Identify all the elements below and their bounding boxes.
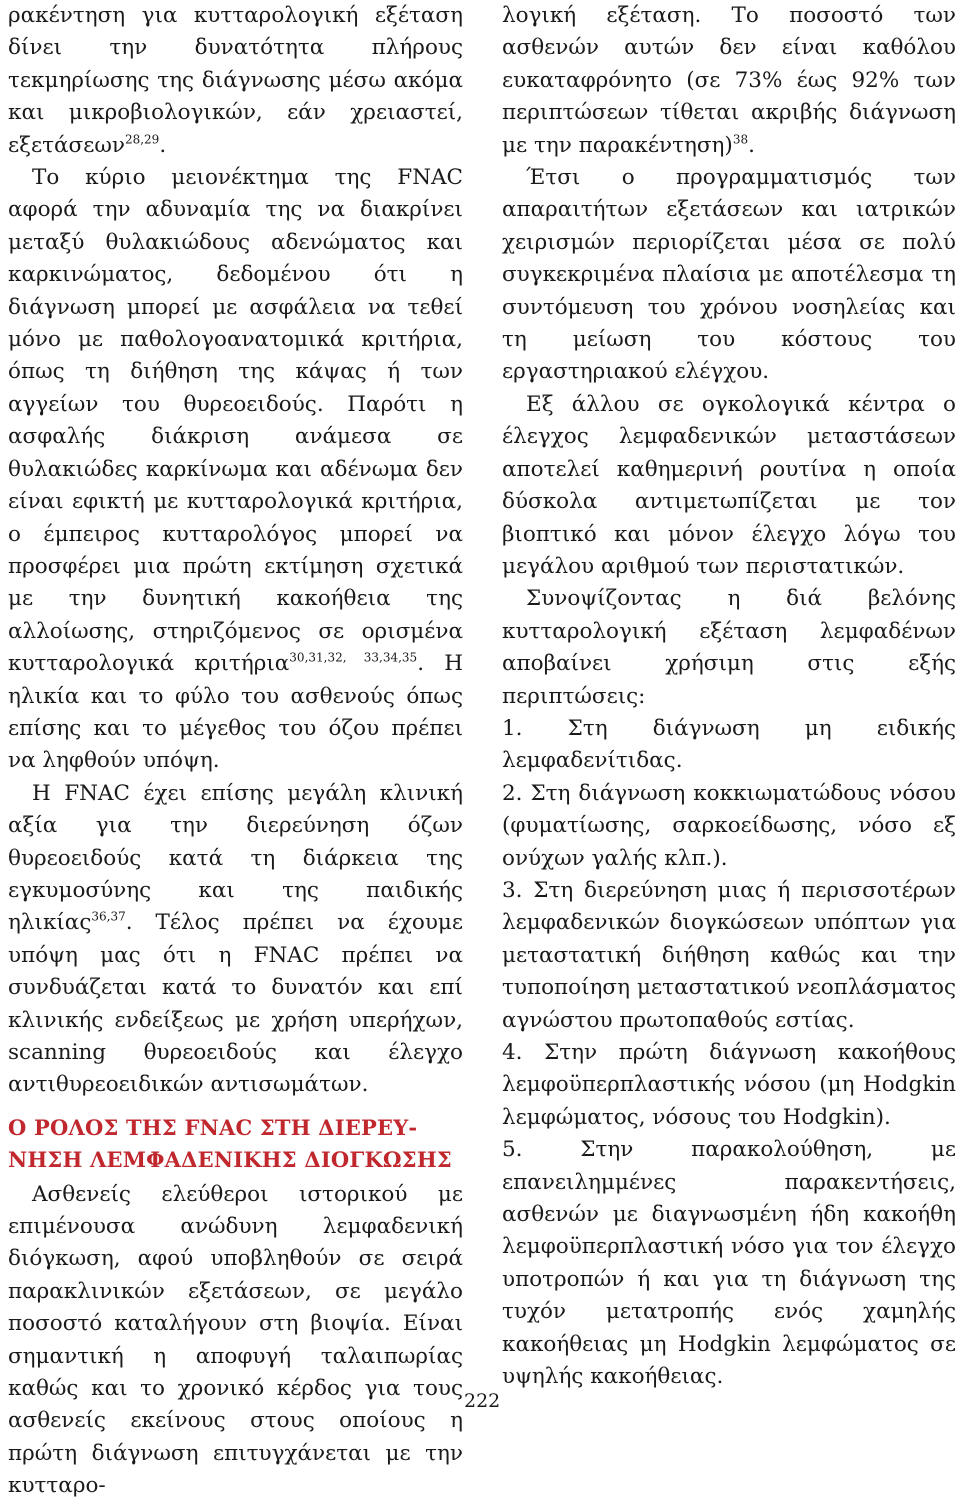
list-item: 4. Στην πρώτη διάγνωση κακοήθους λεμφοϋπερπλαστικής νόσου (μη Hodgkin λεμφώματος, νόσους του Hodgkin). <box>502 1040 956 1130</box>
page-number: 222 <box>464 1390 501 1412</box>
paragraph: ρακέντηση για κυτταρολογική εξέταση δίνει την δυνατότητα πλήρους τεκμηρίωσης της διάγνωσης μέσω ακόμα και μικροβιολογικών, εάν χρειαστεί, εξετάσεων$^{28,29}$. <box>8 3 463 158</box>
right-column <box>502 0 956 1393</box>
paragraph: Συνοψίζοντας η διά βελόνης κυτταρολογική εξέταση λεμφαδένων αποβαίνει χρήσιμη στις εξής περιπτώσεις: <box>502 586 956 709</box>
list-item: 3. Στη διερεύνηση μιας ή περισσοτέρων λεμφαδενικών διογκώσεων υπόπτων για μεταστατική διήθηση καθώς και την τυποποίηση μεταστατικού νεοπλάσματος αγνώστου πρωτοπαθούς εστίας. <box>502 877 956 1033</box>
list-item: 1. Στη διάγνωση μη ειδικής λεμφαδενίτιδας. <box>502 715 956 774</box>
reference-superscript: 36,37 <box>91 909 126 924</box>
reference-superscript: 38 <box>732 132 749 147</box>
paragraph: Η FNAC έχει επίσης μεγάλη κλινική αξία για την διερεύνηση όζων θυρεοειδούς κατά τη διάρκεια της εγκυμοσύνης και της παιδικής ηλικίας$^{36,37}$. Τέλος πρέπει να έχουμε υπόψη μας ότι η FNAC πρέπει να συνδυάζεται κατά το δυνατόν και επί κλινικής ενδείξεως με χρήση υπερήχων, scanning θυρεοειδούς και έλεγχο αντιθυρεοειδικών αντισωμάτων. <box>8 780 463 1098</box>
paragraph: Εξ άλλου σε ογκολογικά κέντρα ο έλεγχος λεμφαδενικών μεταστάσεων αποτελεί καθημερινή ρουτίνα η οποία δύσκολα αντιμετωπίζεται με τον βιοπτικό και μόνον έλεγχο λόγω του μεγάλου αριθμού των περιστατικών. <box>502 391 956 579</box>
section-heading: Ο ΡΟΛΟΣ ΤΗΣ FNAC ΣΤΗ ΔΙΕΡΕΥ- ΝΗΣΗ ΛΕΜΦΑΔΕΝΙΚΗΣ ΔΙΟΓΚΩΣΗΣ <box>8 1114 452 1173</box>
paragraph: λογική εξέταση. Το ποσοστό των ασθενών αυτών δεν είναι καθόλου ευκαταφρόνητο (σε 73% έως 92% των περιπτώσεων τίθεται ακριβής διάγνωση με την παρακέντηση)$^{38}$. <box>502 3 956 158</box>
list-item: 2. Στη διάγνωση κοκκιωματώδους νόσου (φυματίωσης, σαρκοείδωσης, νόσο εξ ονύχων γαλής κλπ.). <box>502 780 956 871</box>
left-column <box>8 0 463 1503</box>
paragraph: Το κύριο μειονέκτημα της FNAC αφορά την αδυναμία της να διακρίνει μεταξύ θυλακιώδους αδενώματος και καρκινώματος, δεδομένου ότι η διάγνωση μπορεί με ασφάλεια να τεθεί μόνο με παθολογοανατομικά κριτήρια, όπως τη διήθηση της κάψας ή των αγγείων του θυρεοειδούς. Παρότι η ασφαλής διάκριση ανάμεσα σε θυλακιώδες καρκίνωμα και αδένωμα δεν είναι εφικτή με κυτταρολογικά κριτήρια, ο έμπειρος κυτταρολόγος μπορεί να προσφέρει μια πρώτη εκτίμηση σχετικά με την δυνητική κακοήθεια της αλλοίωσης, στηριζόμενος σε ορισμένα κυτταρολογικά κριτήρια$^{30,31,32, 33,34,35}$. Η ηλικία και το φύλο του ασθενούς όπως επίσης και το μέγεθος του όζου πρέπει να ληφθούν υπόψη. <box>8 165 463 774</box>
reference-superscript: 28,29 <box>124 132 160 147</box>
paragraph: Έτσι ο προγραμματισμός των απαραιτήτων εξετάσεων και ιατρικών χειρισμών περιορίζεται μέσα σε πολύ συγκεκριμένα πλαίσια με αποτέλεσμα τη συντόμευση του χρόνου νοσηλείας και τη μείωση του κόστους του εργαστηριακού ελέγχου. <box>502 165 956 385</box>
list-item: 5. Στην παρακολούθηση, με επανειλημμένες παρακεντήσεις, ασθενών με διαγνωσμένη ήδη κακοήθη λεμφοϋπερπλαστική νόσο για τον έλεγχο υποτροπών ή και για τη διάγνωση της τυχόν μετατροπής ενός χαμηλής κακοήθειας μη Hodgkin λεμφώματος σε υψηλής κακοήθειας. <box>502 1137 956 1390</box>
paragraph: Ασθενείς ελεύθεροι ιστορικού με επιμένουσα ανώδυνη λεμφαδενική διόγκωση, αφού υποβληθούν σε σειρά παρακλινικών εξετάσεων, σε μεγάλο ποσοστό καταλήγουν στη βιοψία. Είναι σημαντική η αποφυγή ταλαιπωρίας καθώς και το χρονικό κέρδος για τους ασθενείς εκείνους στους οποίους η πρώτη διάγνωση επιτυγχάνεται με την κυτταρο- <box>8 1181 463 1499</box>
reference-superscript: 30,31,32, 33,34,35 <box>289 650 418 665</box>
